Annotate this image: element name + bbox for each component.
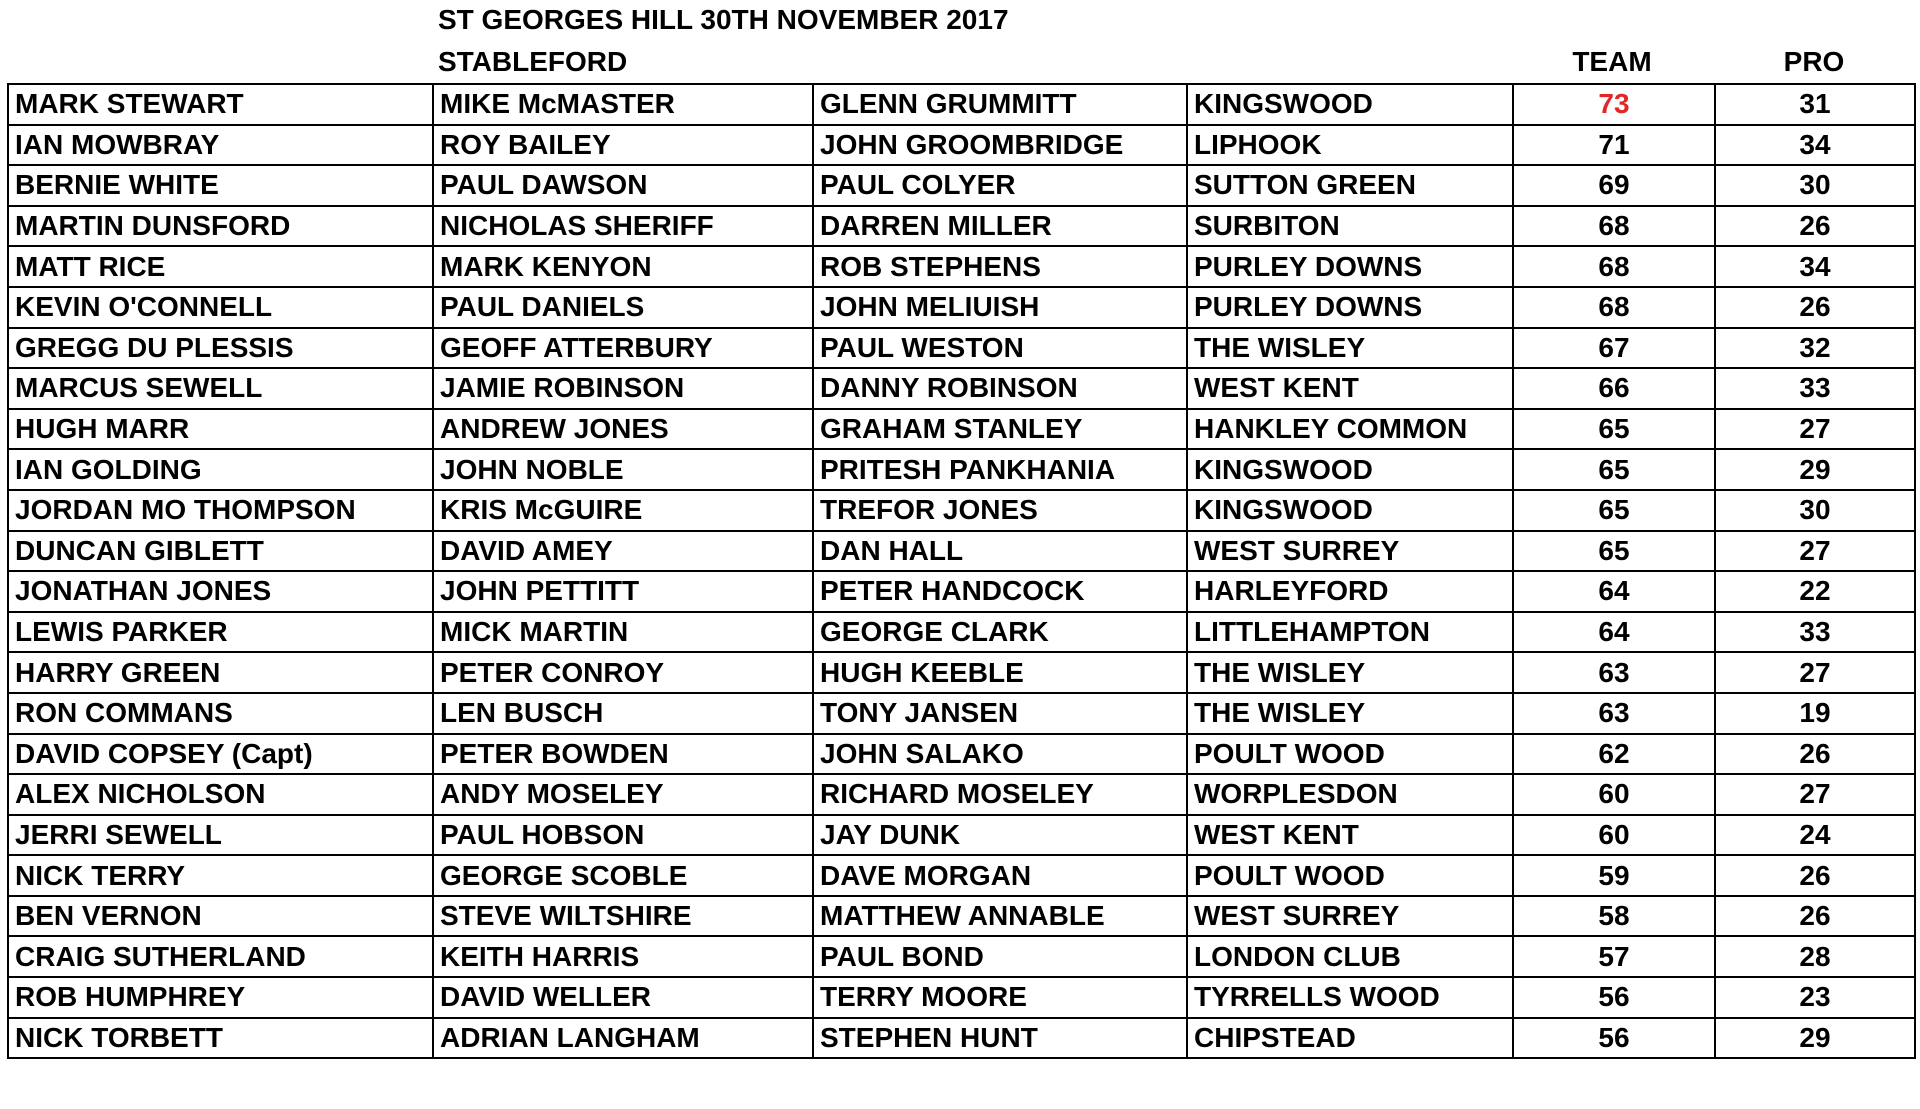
player-3-cell: TREFOR JONES (813, 490, 1187, 531)
table-row (8, 734, 1915, 775)
player-1-cell: BEN VERNON (8, 896, 433, 937)
team-score-cell: 66 (1513, 368, 1715, 409)
player-1-cell: ALEX NICHOLSON (8, 774, 433, 815)
player-1-cell: ROB HUMPHREY (8, 977, 433, 1018)
pro-score-cell: 29 (1715, 449, 1915, 490)
club-cell: KINGSWOOD (1187, 449, 1513, 490)
team-column-header: TEAM (1572, 46, 1652, 77)
pro-score-cell: 32 (1715, 328, 1915, 369)
team-score-cell: 57 (1513, 936, 1715, 977)
player-1-cell: HARRY GREEN (8, 652, 433, 693)
format-label: STABLEFORD (438, 46, 628, 77)
page-title: ST GEORGES HILL 30TH NOVEMBER 2017 (438, 4, 1009, 35)
pro-score-cell: 26 (1715, 206, 1915, 247)
pro-score-cell: 29 (1715, 1018, 1915, 1059)
player-3-cell: GEORGE CLARK (813, 612, 1187, 653)
club-cell: SURBITON (1187, 206, 1513, 247)
team-score-cell: 59 (1513, 855, 1715, 896)
player-2-cell: PETER BOWDEN (433, 734, 813, 775)
player-1-cell: NICK TORBETT (8, 1018, 433, 1059)
player-2-cell: KEITH HARRIS (433, 936, 813, 977)
player-2-cell: MIKE McMASTER (433, 84, 813, 125)
results-table (7, 83, 1916, 1059)
player-2-cell: PAUL DANIELS (433, 287, 813, 328)
pro-score-cell: 19 (1715, 693, 1915, 734)
player-1-cell: JERRI SEWELL (8, 815, 433, 856)
table-row (8, 84, 1915, 125)
team-score-cell: 73 (1513, 84, 1715, 125)
club-cell: LIPHOOK (1187, 125, 1513, 166)
player-1-cell: IAN MOWBRAY (8, 125, 433, 166)
player-2-cell: JAMIE ROBINSON (433, 368, 813, 409)
pro-column-header: PRO (1783, 46, 1845, 77)
team-score-cell: 65 (1513, 531, 1715, 572)
pro-score-cell: 26 (1715, 896, 1915, 937)
team-score-cell: 56 (1513, 977, 1715, 1018)
table-row (8, 246, 1915, 287)
player-1-cell: MARCUS SEWELL (8, 368, 433, 409)
pro-score-cell: 31 (1715, 84, 1915, 125)
club-cell: LONDON CLUB (1187, 936, 1513, 977)
pro-score-cell: 34 (1715, 125, 1915, 166)
player-3-cell: PAUL WESTON (813, 328, 1187, 369)
table-row (8, 896, 1915, 937)
player-2-cell: MARK KENYON (433, 246, 813, 287)
player-1-cell: KEVIN O'CONNELL (8, 287, 433, 328)
table-row (8, 612, 1915, 653)
team-score-cell: 65 (1513, 449, 1715, 490)
table-row (8, 328, 1915, 369)
results-table-body (8, 84, 1915, 1058)
team-score-cell: 63 (1513, 652, 1715, 693)
table-row (8, 936, 1915, 977)
team-score-cell: 58 (1513, 896, 1715, 937)
player-2-cell: ANDY MOSELEY (433, 774, 813, 815)
table-row (8, 774, 1915, 815)
club-cell: HANKLEY COMMON (1187, 409, 1513, 450)
pro-score-cell: 27 (1715, 531, 1915, 572)
player-1-cell: RON COMMANS (8, 693, 433, 734)
table-row (8, 531, 1915, 572)
player-2-cell: ANDREW JONES (433, 409, 813, 450)
player-1-cell: JORDAN MO THOMPSON (8, 490, 433, 531)
club-cell: WORPLESDON (1187, 774, 1513, 815)
player-1-cell: HUGH MARR (8, 409, 433, 450)
team-score-cell: 71 (1513, 125, 1715, 166)
pro-score-cell: 26 (1715, 287, 1915, 328)
player-3-cell: DARREN MILLER (813, 206, 1187, 247)
player-3-cell: DANNY ROBINSON (813, 368, 1187, 409)
player-1-cell: IAN GOLDING (8, 449, 433, 490)
club-cell: THE WISLEY (1187, 693, 1513, 734)
player-3-cell: PAUL BOND (813, 936, 1187, 977)
player-2-cell: PAUL DAWSON (433, 165, 813, 206)
player-2-cell: PETER CONROY (433, 652, 813, 693)
pro-score-cell: 23 (1715, 977, 1915, 1018)
pro-score-cell: 34 (1715, 246, 1915, 287)
pro-score-cell: 26 (1715, 855, 1915, 896)
pro-score-cell: 27 (1715, 409, 1915, 450)
player-2-cell: JOHN NOBLE (433, 449, 813, 490)
team-score-cell: 63 (1513, 693, 1715, 734)
club-cell: PURLEY DOWNS (1187, 246, 1513, 287)
team-score-cell: 64 (1513, 571, 1715, 612)
club-cell: LITTLEHAMPTON (1187, 612, 1513, 653)
player-2-cell: GEORGE SCOBLE (433, 855, 813, 896)
player-3-cell: TONY JANSEN (813, 693, 1187, 734)
player-3-cell: JOHN GROOMBRIDGE (813, 125, 1187, 166)
table-row (8, 490, 1915, 531)
team-score-cell: 68 (1513, 246, 1715, 287)
player-3-cell: ROB STEPHENS (813, 246, 1187, 287)
pro-score-cell: 30 (1715, 490, 1915, 531)
player-1-cell: MATT RICE (8, 246, 433, 287)
player-3-cell: HUGH KEEBLE (813, 652, 1187, 693)
player-3-cell: GLENN GRUMMITT (813, 84, 1187, 125)
player-3-cell: DAN HALL (813, 531, 1187, 572)
table-row (8, 571, 1915, 612)
player-1-cell: MARTIN DUNSFORD (8, 206, 433, 247)
table-row (8, 409, 1915, 450)
player-2-cell: ROY BAILEY (433, 125, 813, 166)
player-2-cell: LEN BUSCH (433, 693, 813, 734)
player-3-cell: PETER HANDCOCK (813, 571, 1187, 612)
player-1-cell: DUNCAN GIBLETT (8, 531, 433, 572)
table-row (8, 449, 1915, 490)
player-3-cell: DAVE MORGAN (813, 855, 1187, 896)
pro-score-cell: 26 (1715, 734, 1915, 775)
player-3-cell: JOHN MELIUISH (813, 287, 1187, 328)
club-cell: PURLEY DOWNS (1187, 287, 1513, 328)
table-row (8, 1018, 1915, 1059)
player-1-cell: NICK TERRY (8, 855, 433, 896)
player-3-cell: STEPHEN HUNT (813, 1018, 1187, 1059)
pro-score-cell: 30 (1715, 165, 1915, 206)
player-1-cell: JONATHAN JONES (8, 571, 433, 612)
table-row (8, 855, 1915, 896)
club-cell: CHIPSTEAD (1187, 1018, 1513, 1059)
pro-score-cell: 33 (1715, 368, 1915, 409)
pro-score-cell: 27 (1715, 652, 1915, 693)
team-score-cell: 64 (1513, 612, 1715, 653)
player-3-cell: JOHN SALAKO (813, 734, 1187, 775)
pro-score-cell: 27 (1715, 774, 1915, 815)
player-2-cell: KRIS McGUIRE (433, 490, 813, 531)
pro-score-cell: 24 (1715, 815, 1915, 856)
club-cell: SUTTON GREEN (1187, 165, 1513, 206)
player-1-cell: DAVID COPSEY (Capt) (8, 734, 433, 775)
club-cell: KINGSWOOD (1187, 84, 1513, 125)
team-score-cell: 60 (1513, 774, 1715, 815)
team-score-cell: 56 (1513, 1018, 1715, 1059)
table-row (8, 287, 1915, 328)
player-2-cell: DAVID AMEY (433, 531, 813, 572)
player-2-cell: STEVE WILTSHIRE (433, 896, 813, 937)
club-cell: HARLEYFORD (1187, 571, 1513, 612)
player-1-cell: MARK STEWART (8, 84, 433, 125)
player-3-cell: PRITESH PANKHANIA (813, 449, 1187, 490)
club-cell: THE WISLEY (1187, 652, 1513, 693)
player-1-cell: BERNIE WHITE (8, 165, 433, 206)
team-score-cell: 62 (1513, 734, 1715, 775)
player-3-cell: TERRY MOORE (813, 977, 1187, 1018)
club-cell: THE WISLEY (1187, 328, 1513, 369)
player-2-cell: MICK MARTIN (433, 612, 813, 653)
player-2-cell: GEOFF ATTERBURY (433, 328, 813, 369)
player-3-cell: MATTHEW ANNABLE (813, 896, 1187, 937)
player-3-cell: JAY DUNK (813, 815, 1187, 856)
club-cell: KINGSWOOD (1187, 490, 1513, 531)
club-cell: TYRRELLS WOOD (1187, 977, 1513, 1018)
team-score-cell: 67 (1513, 328, 1715, 369)
team-score-cell: 65 (1513, 490, 1715, 531)
player-2-cell: PAUL HOBSON (433, 815, 813, 856)
table-row (8, 652, 1915, 693)
team-score-cell: 60 (1513, 815, 1715, 856)
table-row (8, 206, 1915, 247)
table-row (8, 977, 1915, 1018)
club-cell: POULT WOOD (1187, 855, 1513, 896)
table-row (8, 165, 1915, 206)
table-row (8, 125, 1915, 166)
club-cell: POULT WOOD (1187, 734, 1513, 775)
club-cell: WEST SURREY (1187, 896, 1513, 937)
player-3-cell: GRAHAM STANLEY (813, 409, 1187, 450)
player-1-cell: LEWIS PARKER (8, 612, 433, 653)
table-row (8, 815, 1915, 856)
table-row (8, 368, 1915, 409)
club-cell: WEST KENT (1187, 368, 1513, 409)
club-cell: WEST KENT (1187, 815, 1513, 856)
table-row (8, 693, 1915, 734)
pro-score-cell: 22 (1715, 571, 1915, 612)
player-2-cell: JOHN PETTITT (433, 571, 813, 612)
team-score-cell: 65 (1513, 409, 1715, 450)
team-score-cell: 68 (1513, 206, 1715, 247)
player-2-cell: ADRIAN LANGHAM (433, 1018, 813, 1059)
player-3-cell: RICHARD MOSELEY (813, 774, 1187, 815)
club-cell: WEST SURREY (1187, 531, 1513, 572)
player-3-cell: PAUL COLYER (813, 165, 1187, 206)
player-1-cell: GREGG DU PLESSIS (8, 328, 433, 369)
player-1-cell: CRAIG SUTHERLAND (8, 936, 433, 977)
pro-score-cell: 33 (1715, 612, 1915, 653)
pro-score-cell: 28 (1715, 936, 1915, 977)
team-score-cell: 68 (1513, 287, 1715, 328)
player-2-cell: NICHOLAS SHERIFF (433, 206, 813, 247)
player-2-cell: DAVID WELLER (433, 977, 813, 1018)
team-score-cell: 69 (1513, 165, 1715, 206)
